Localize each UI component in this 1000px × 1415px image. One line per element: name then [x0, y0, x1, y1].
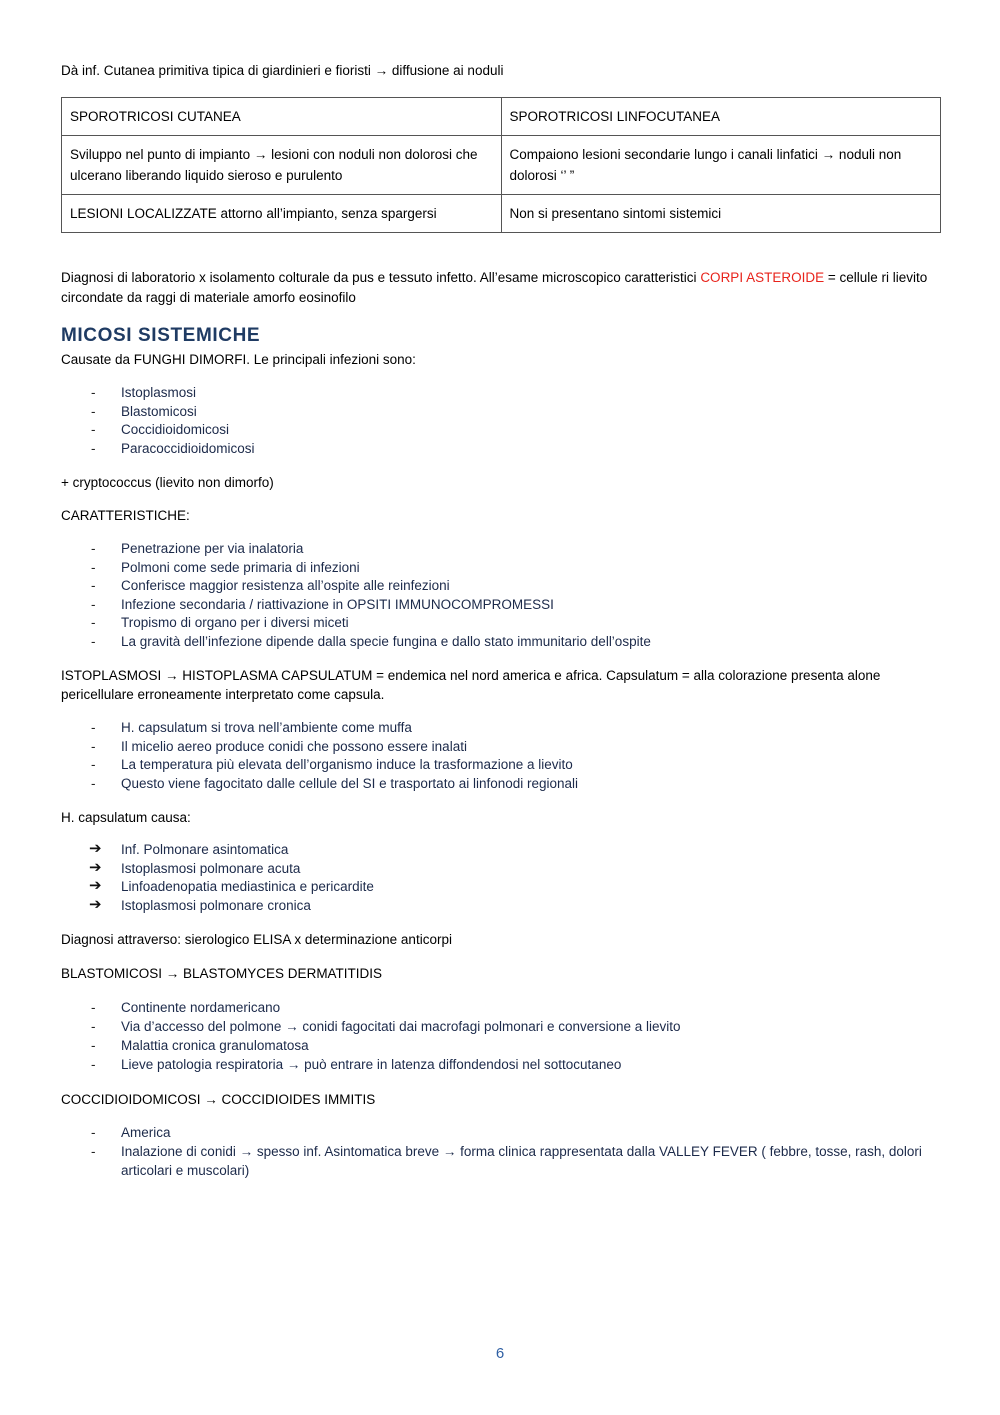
table-row	[62, 136, 941, 195]
list-item	[61, 403, 941, 422]
dash-bullet: -	[91, 1144, 96, 1159]
list-item	[61, 756, 941, 775]
list-item-text: Questo viene fagocitato dalle cellule del SI e trasportato ai linfonodi regionali	[121, 775, 579, 791]
list-item-text: Via d’accesso del polmone → conidi fagocitati dai macrofagi polmonari e conversione a lievito	[121, 1019, 681, 1034]
list-item-text: Coccidioidomicosi	[121, 422, 230, 437]
list-item-text: Polmoni come sede primaria di infezioni	[121, 559, 360, 575]
dash-bullet: -	[91, 738, 96, 754]
list-item-text: Istoplasmosi polmonare acuta	[121, 860, 301, 876]
list-item	[61, 998, 941, 1017]
list-item	[61, 384, 941, 403]
istoplasmosi-paragraph: ISTOPLASMOSI → HISTOPLASMA CAPSULATUM = endemica nel nord america e africa. Capsulatum = alla colorazione presenta alone pericellulare erroneamente interpretato come capsula.	[61, 668, 881, 702]
dash-bullet: -	[91, 403, 96, 419]
list-item	[61, 577, 941, 596]
list-item-text: Inf. Polmonare asintomatica	[121, 842, 289, 857]
list-item	[61, 421, 941, 440]
list-item-text: Inalazione di conidi → spesso inf. Asintomatica breve → forma clinica rappresentata dalla VALLEY FEVER ( febbre, tosse, rash, dolori articolari e muscolari)	[121, 1144, 922, 1178]
list-item-text: Paracoccidioidomicosi	[121, 440, 255, 456]
coccidioidomicosi-title: COCCIDIOIDOMICOSI → COCCIDIOIDES IMMITIS	[61, 1092, 376, 1107]
infezioni-list	[61, 384, 941, 458]
list-item	[61, 897, 941, 916]
table-cell: Non si presentano sintomi sistemici	[501, 195, 941, 233]
list-item	[61, 1055, 941, 1074]
section-heading: MICOSI SISTEMICHE	[61, 325, 261, 346]
list-item-text: Istoplasmosi polmonare cronica	[121, 897, 311, 913]
list-item	[61, 1123, 941, 1142]
table-row	[62, 98, 941, 136]
causa-list	[61, 841, 941, 915]
list-item-text: America	[121, 1125, 171, 1140]
istoplasmosi-list	[61, 719, 941, 793]
list-item	[61, 841, 941, 860]
list-item-text: Istoplasmosi	[121, 385, 197, 400]
arrow-right-icon: ➔	[89, 840, 102, 857]
dash-bullet: -	[91, 1125, 96, 1140]
dash-bullet: -	[91, 1000, 96, 1015]
dash-bullet: -	[91, 615, 96, 630]
sporotricosi-table	[61, 97, 941, 233]
table-cell: SPOROTRICOSI CUTANEA	[62, 98, 502, 136]
cryptococcus-text: + cryptococcus (lievito non dimorfo)	[61, 475, 274, 490]
list-item	[61, 1036, 941, 1055]
list-item	[61, 614, 941, 633]
coccidioidomicosi-list	[61, 1123, 941, 1180]
list-item	[61, 878, 941, 897]
list-item-text: H. capsulatum si trova nell’ambiente come muffa	[121, 720, 412, 735]
list-item	[61, 540, 941, 559]
dash-bullet: -	[91, 1038, 96, 1053]
dash-bullet: -	[91, 720, 96, 735]
list-item-text: Infezione secondaria / riattivazione in OPSITI IMMUNOCOMPROMESSI	[121, 596, 554, 612]
page-number: 6	[495, 1345, 505, 1362]
diagnosi-elisa-text: Diagnosi attraverso: sierologico ELISA x determinazione anticorpi	[61, 932, 452, 947]
dash-bullet: -	[91, 633, 96, 649]
list-item-text: Tropismo di organo per i diversi miceti	[121, 615, 349, 630]
list-item	[61, 1017, 941, 1036]
dash-bullet: -	[91, 541, 96, 556]
list-item	[61, 860, 941, 879]
list-item	[61, 559, 941, 578]
diagnosi-text: Diagnosi di laboratorio x isolamento colturale da pus e tessuto infetto. All’esame microscopico caratteristici	[61, 270, 701, 285]
dash-bullet: -	[91, 385, 96, 400]
dash-bullet: -	[91, 559, 96, 575]
dash-bullet: -	[91, 1019, 96, 1034]
diagnosi-text-after: = cellule ri lievito circondate da raggi di materiale amorfo eosinofilo	[61, 270, 928, 305]
list-item-text: Linfoadenopatia mediastinica e pericardite	[121, 879, 374, 894]
dash-bullet: -	[91, 578, 96, 593]
list-item-text: La temperatura più elevata dell’organismo induce la trasformazione a lievito	[121, 757, 573, 772]
dash-bullet: -	[91, 422, 96, 437]
dash-bullet: -	[91, 757, 96, 772]
list-item-text: Blastomicosi	[121, 403, 197, 419]
blastomicosi-title: BLASTOMICOSI → BLASTOMYCES DERMATITIDIS	[61, 966, 383, 981]
list-item-text: La gravità dell’infezione dipende dalla specie fungina e dallo stato immunitario dell’ospite	[121, 633, 651, 649]
arrow-right-icon: ➔	[89, 895, 102, 913]
caratteristiche-title: CARATTERISTICHE:	[61, 508, 190, 523]
dash-bullet: -	[91, 596, 96, 612]
list-item	[61, 775, 941, 794]
list-item	[61, 596, 941, 615]
arrow-right-icon: ➔	[89, 858, 102, 876]
table-cell: LESIONI LOCALIZZATE attorno all’impianto, senza spargersi	[62, 195, 502, 233]
list-item	[61, 719, 941, 738]
list-item	[61, 440, 941, 459]
dash-bullet: -	[91, 440, 96, 456]
caratteristiche-list	[61, 540, 941, 651]
dash-bullet: -	[91, 775, 96, 791]
list-item-text: Penetrazione per via inalatoria	[121, 541, 304, 556]
table-cell: Sviluppo nel punto di impianto → lesioni con noduli non dolorosi che ulcerano liberando liquido sieroso e purulento	[62, 136, 502, 195]
list-item-text: Conferisce maggior resistenza all’ospite alle reinfezioni	[121, 578, 450, 593]
blastomicosi-list	[61, 998, 941, 1074]
table-cell: Compaiono lesioni secondarie lungo i canali linfatici → noduli non dolorosi ‘’ ”	[501, 136, 941, 195]
dash-bullet: -	[91, 1057, 96, 1072]
list-item-text: Malattia cronica granulomatosa	[121, 1038, 309, 1053]
list-item	[61, 633, 941, 652]
diagnosi-paragraph	[61, 268, 941, 308]
list-item-text: Continente nordamericano	[121, 1000, 281, 1015]
list-item-text: Il micelio aereo produce conidi che possono essere inalati	[121, 738, 467, 754]
table-row	[62, 195, 941, 233]
causate-text: Causate da FUNGHI DIMORFI. Le principali infezioni sono:	[61, 352, 416, 367]
table-cell: SPOROTRICOSI LINFOCUTANEA	[501, 98, 941, 136]
corpi-asteroide-highlight: CORPI ASTEROIDE	[700, 270, 825, 285]
list-item	[61, 1142, 941, 1180]
causa-title: H. capsulatum causa:	[61, 810, 191, 825]
arrow-right-icon: ➔	[89, 877, 102, 894]
intro-text: Dà inf. Cutanea primitiva tipica di giardinieri e fioristi → diffusione ai noduli	[61, 63, 504, 78]
list-item-text: Lieve patologia respiratoria → può entrare in latenza diffondendosi nel sottocutaneo	[121, 1057, 622, 1072]
list-item	[61, 738, 941, 757]
